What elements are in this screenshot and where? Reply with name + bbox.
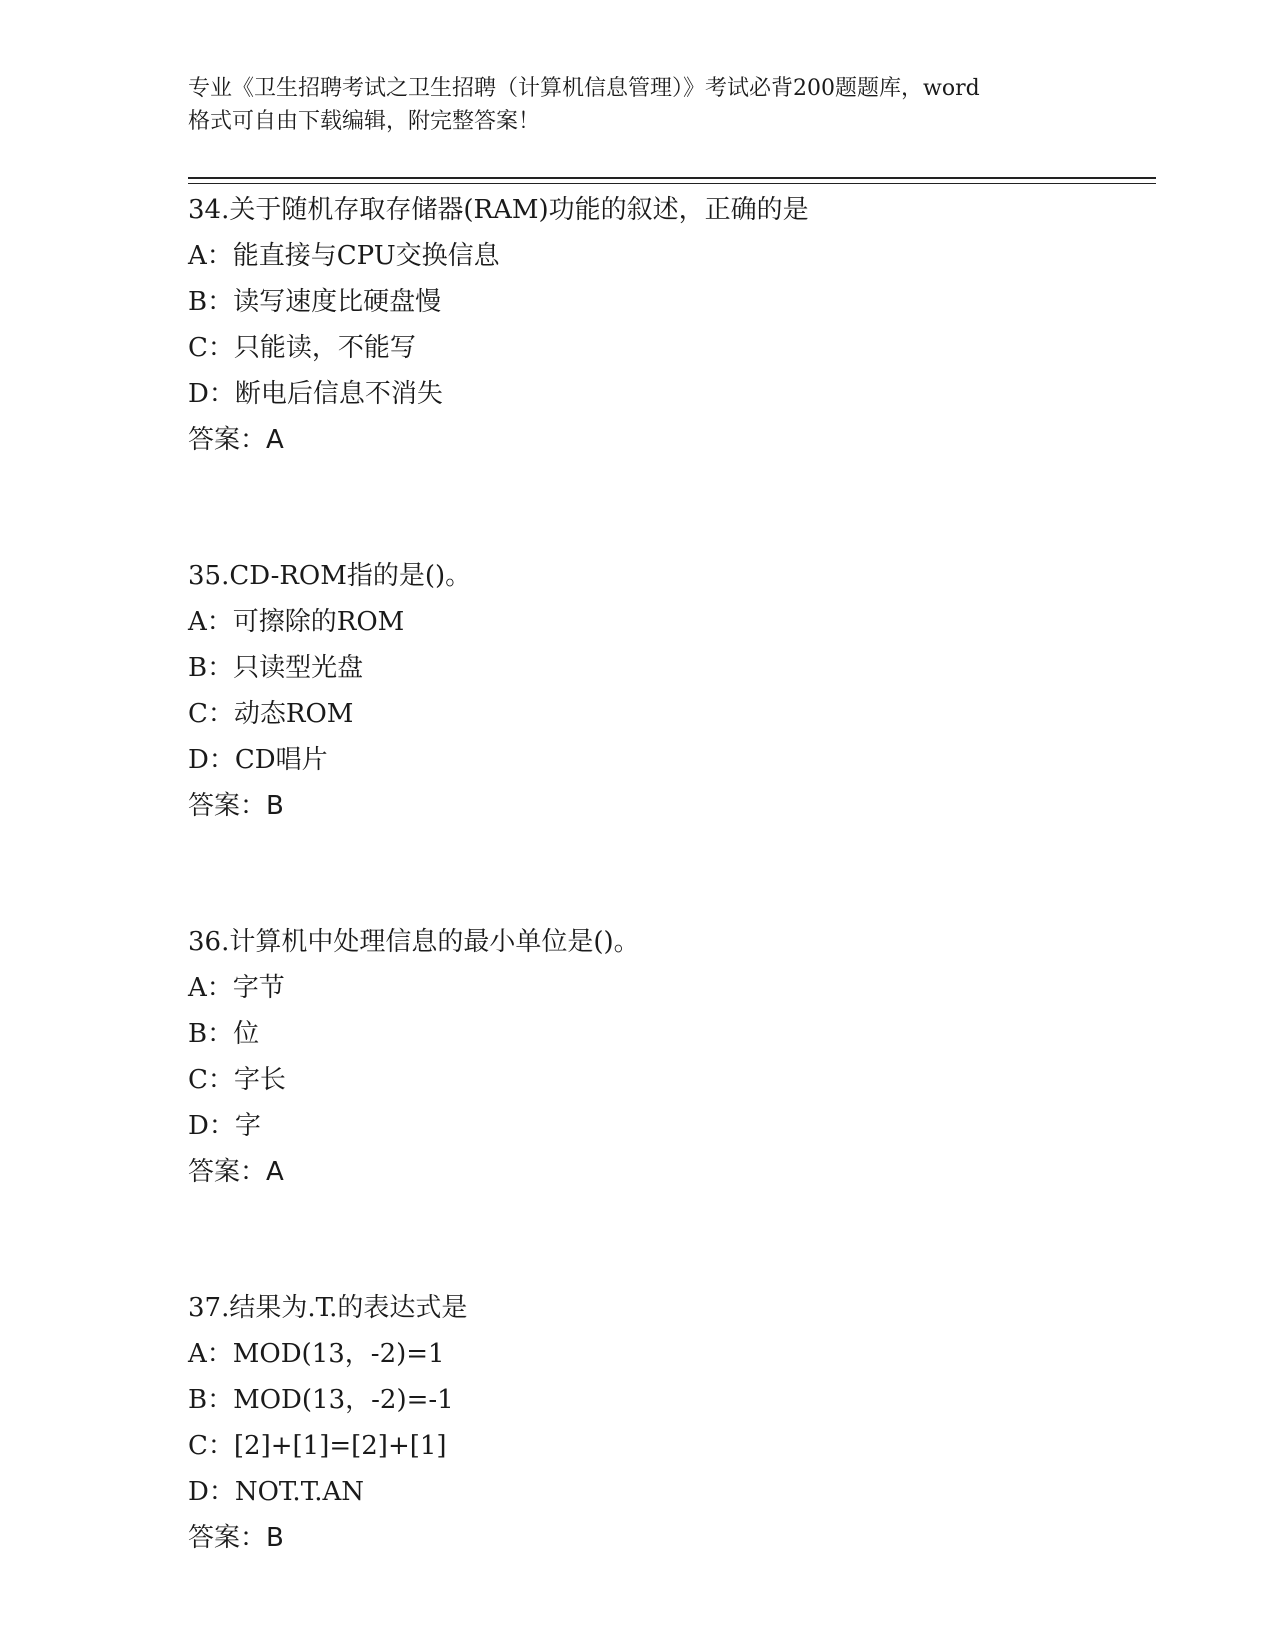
spacer (188, 1195, 1148, 1285)
option-d: D：NOT.T.AN (188, 1477, 365, 1507)
option-a: A：可擦除的ROM (188, 607, 405, 637)
option-b: B：只读型光盘 (188, 653, 364, 683)
option-b: B：MOD(13，-2)=-1 (188, 1385, 454, 1415)
option-d: D：字 (188, 1111, 261, 1141)
spacer (188, 463, 1148, 553)
answer: 答案：A (188, 1157, 284, 1187)
question-stem: 37.结果为.T.的表达式是 (188, 1293, 468, 1323)
option-a: A：MOD(13，-2)=1 (188, 1339, 445, 1369)
document-header (188, 72, 1088, 138)
question-36 (188, 919, 1148, 1195)
option-b: B：位 (188, 1019, 260, 1049)
option-c: C：只能读，不能写 (188, 333, 416, 363)
answer: 答案：B (188, 1523, 284, 1553)
question-34 (188, 187, 1148, 463)
answer: 答案：B (188, 791, 284, 821)
question-35 (188, 553, 1148, 829)
option-c: C：[2]+[1]=[2]+[1] (188, 1431, 447, 1461)
spacer (188, 829, 1148, 919)
header-line-2: 格式可自由下载编辑，附完整答案！ (188, 109, 541, 134)
option-b: B：读写速度比硬盘慢 (188, 287, 442, 317)
answer: 答案：A (188, 425, 284, 455)
question-stem: 36.计算机中处理信息的最小单位是()。 (188, 927, 640, 957)
option-d: D：断电后信息不消失 (188, 379, 443, 409)
option-d: D：CD唱片 (188, 745, 328, 775)
question-list (188, 187, 1148, 1561)
header-divider-thin (188, 183, 1156, 184)
option-c: C：动态ROM (188, 699, 354, 729)
question-37 (188, 1285, 1148, 1561)
option-c: C：字长 (188, 1065, 286, 1095)
header-line-1: 专业《卫生招聘考试之卫生招聘（计算机信息管理）》考试必背200题题库，word (188, 76, 980, 101)
option-a: A：能直接与CPU交换信息 (188, 241, 500, 271)
option-a: A：字节 (188, 973, 285, 1003)
header-divider-thick (188, 177, 1156, 179)
question-stem: 35.CD-ROM指的是()。 (188, 561, 472, 591)
question-stem: 34.关于随机存取存储器(RAM)功能的叙述，正确的是 (188, 195, 809, 225)
